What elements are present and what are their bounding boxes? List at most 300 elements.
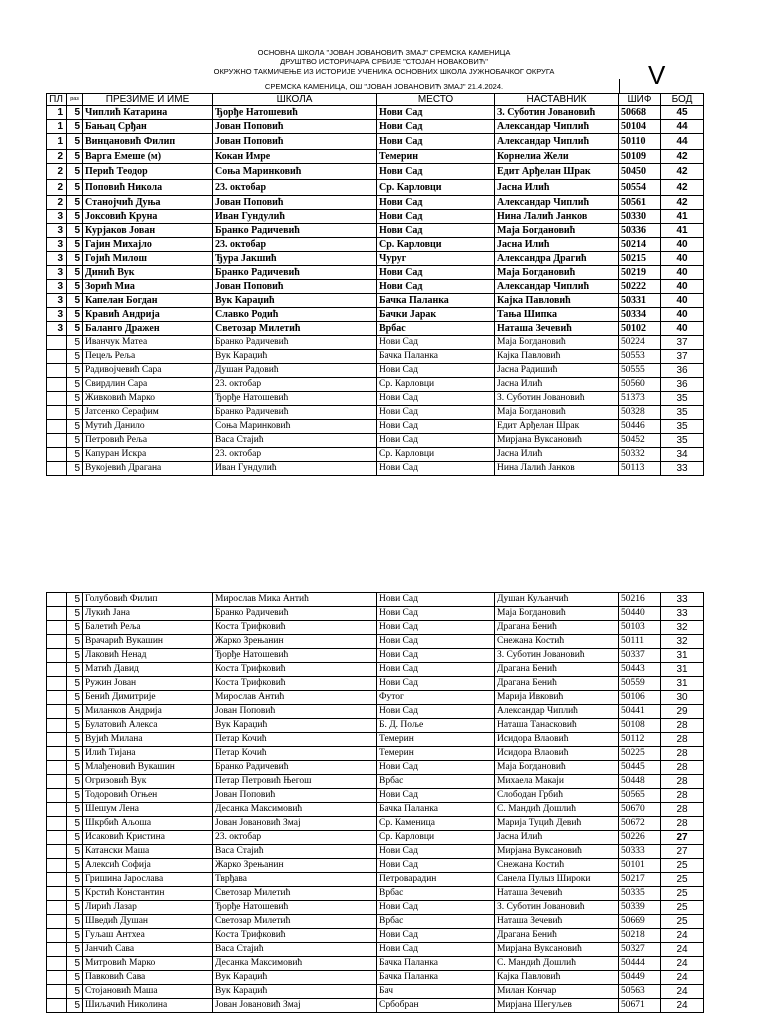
points-cell: 40 [661, 280, 704, 294]
teacher-cell: Марија Ивковић [495, 691, 619, 705]
place-cell [47, 364, 67, 378]
table-row [47, 420, 704, 434]
place-cell [47, 859, 67, 873]
grade-cell: 5 [67, 691, 83, 705]
points-cell: 24 [661, 985, 704, 999]
city-cell: Нови Сад [377, 336, 495, 350]
grade-cell: 5 [67, 420, 83, 434]
teacher-cell: Александра Драгић [495, 252, 619, 266]
school-cell: Коста Трифковић [213, 677, 377, 691]
teacher-cell: Душан Куљанчић [495, 593, 619, 607]
code-cell: 51373 [619, 392, 661, 406]
table-row [47, 252, 704, 266]
school-cell: Јован Поповић [213, 789, 377, 803]
school-cell: Ђорђе Натошевић [213, 649, 377, 663]
grade-cell: 5 [67, 224, 83, 238]
student-name-cell: Павковић Сава [83, 971, 213, 985]
student-name-cell: Катански Маша [83, 845, 213, 859]
grade-cell: 5 [67, 985, 83, 999]
table-row [47, 705, 704, 719]
points-cell: 28 [661, 719, 704, 733]
student-name-cell: Гришина Јарослава [83, 873, 213, 887]
grade-cell: 5 [67, 308, 83, 322]
table-row [47, 210, 704, 224]
school-cell: Коста Трифковић [213, 663, 377, 677]
results-table-bottom [46, 592, 704, 1013]
points-cell: 34 [661, 448, 704, 462]
city-cell: Нови Сад [377, 859, 495, 873]
teacher-cell: Јасна Илић [495, 831, 619, 845]
teacher-cell: Санела Пулыз Широки [495, 873, 619, 887]
school-cell: Соња Маринковић [213, 420, 377, 434]
grade-cell: 5 [67, 663, 83, 677]
city-cell: Бачки Јарак [377, 308, 495, 322]
school-cell: Вук Караџић [213, 971, 377, 985]
points-cell: 25 [661, 859, 704, 873]
grade-cell: 5 [67, 929, 83, 943]
table-row [47, 915, 704, 929]
points-cell: 42 [661, 196, 704, 210]
points-cell: 24 [661, 971, 704, 985]
points-cell: 37 [661, 336, 704, 350]
points-cell: 31 [661, 649, 704, 663]
points-cell: 40 [661, 294, 704, 308]
points-cell: 42 [661, 150, 704, 164]
place-cell [47, 350, 67, 364]
code-cell: 50332 [619, 448, 661, 462]
code-cell: 50101 [619, 859, 661, 873]
code-cell: 50224 [619, 336, 661, 350]
teacher-cell: Слободан Грбић [495, 789, 619, 803]
city-cell: Нови Сад [377, 761, 495, 775]
school-cell: Вук Караџић [213, 719, 377, 733]
grade-cell: 5 [67, 120, 83, 134]
teacher-cell: Драгана Бенић [495, 621, 619, 635]
grade-cell: 5 [67, 210, 83, 224]
grade-cell: 5 [67, 322, 83, 336]
city-cell: Ср. Карловци [377, 448, 495, 462]
table-row [47, 224, 704, 238]
school-cell: Бранко Радичевић [213, 607, 377, 621]
table-row [47, 462, 704, 476]
teacher-cell: Нина Лалић Јанков [495, 462, 619, 476]
code-cell: 50555 [619, 364, 661, 378]
points-cell: 31 [661, 677, 704, 691]
code-cell: 50328 [619, 406, 661, 420]
grade-cell: 5 [67, 803, 83, 817]
city-cell: Ср. Карловци [377, 378, 495, 392]
place-cell [47, 845, 67, 859]
grade-cell: 5 [67, 845, 83, 859]
teacher-cell: З. Суботин Јовановић [495, 392, 619, 406]
place-cell [47, 943, 67, 957]
code-cell: 50450 [619, 164, 661, 180]
grade-cell: 5 [67, 350, 83, 364]
code-cell: 50331 [619, 294, 661, 308]
points-cell: 28 [661, 761, 704, 775]
teacher-cell: Мирјана Вуксановић [495, 845, 619, 859]
school-cell: Соња Маринковић [213, 164, 377, 180]
city-cell: Нови Сад [377, 134, 495, 150]
points-cell: 40 [661, 252, 704, 266]
table-row [47, 294, 704, 308]
grade-cell: 5 [67, 364, 83, 378]
teacher-cell: Мирјана Шегуљев [495, 999, 619, 1013]
code-cell: 50335 [619, 887, 661, 901]
place-cell [47, 887, 67, 901]
grade-cell: 5 [67, 747, 83, 761]
code-cell: 50553 [619, 350, 661, 364]
teacher-cell: Кајка Павловић [495, 971, 619, 985]
code-cell: 50669 [619, 915, 661, 929]
place-cell [47, 649, 67, 663]
school-cell: Жарко Зрењанин [213, 859, 377, 873]
place-cell: 3 [47, 308, 67, 322]
grade-cell: 5 [67, 817, 83, 831]
place-cell [47, 448, 67, 462]
teacher-cell: Маја Богдановић [495, 607, 619, 621]
code-cell: 50111 [619, 635, 661, 649]
place-cell [47, 406, 67, 420]
table-row [47, 364, 704, 378]
table-row [47, 607, 704, 621]
city-cell: Нови Сад [377, 929, 495, 943]
table-row [47, 180, 704, 196]
place-cell: 3 [47, 322, 67, 336]
school-cell: Коста Трифковић [213, 621, 377, 635]
place-cell: 3 [47, 238, 67, 252]
city-cell: Нови Сад [377, 266, 495, 280]
code-cell: 50216 [619, 593, 661, 607]
column-header: ШИФ [619, 94, 661, 106]
grade-cell: 5 [67, 649, 83, 663]
grade-cell: 5 [67, 336, 83, 350]
points-cell: 25 [661, 901, 704, 915]
place-cell: 2 [47, 196, 67, 210]
place-cell [47, 593, 67, 607]
place-cell: 2 [47, 180, 67, 196]
table-row [47, 336, 704, 350]
school-cell: Коста Трифковић [213, 929, 377, 943]
table-row [47, 164, 704, 180]
student-name-cell: Винцановић Филип [83, 134, 213, 150]
place-cell [47, 392, 67, 406]
points-cell: 24 [661, 929, 704, 943]
student-name-cell: Чиплић Катарина [83, 106, 213, 120]
school-cell: Славко Родић [213, 308, 377, 322]
place-cell [47, 691, 67, 705]
code-cell: 50559 [619, 677, 661, 691]
points-cell: 41 [661, 224, 704, 238]
student-name-cell: Мутић Данило [83, 420, 213, 434]
table-row [47, 134, 704, 150]
city-cell: Чуруг [377, 252, 495, 266]
city-cell: Нови Сад [377, 621, 495, 635]
points-cell: 41 [661, 210, 704, 224]
code-cell: 50563 [619, 985, 661, 999]
student-name-cell: Тодоровић Огњен [83, 789, 213, 803]
table-row [47, 266, 704, 280]
place-cell [47, 462, 67, 476]
code-cell: 50333 [619, 845, 661, 859]
grade-cell: 5 [67, 761, 83, 775]
school-cell: Вук Караџић [213, 350, 377, 364]
place-cell [47, 336, 67, 350]
teacher-cell: Исидора Влаовић [495, 733, 619, 747]
place-cell [47, 635, 67, 649]
points-cell: 35 [661, 420, 704, 434]
code-cell: 50446 [619, 420, 661, 434]
points-cell: 40 [661, 322, 704, 336]
grade-cell: 5 [67, 164, 83, 180]
code-cell: 50565 [619, 789, 661, 803]
grade-cell: 5 [67, 859, 83, 873]
student-name-cell: Станојчић Дуња [83, 196, 213, 210]
school-cell: Јован Јовановић Змај [213, 999, 377, 1013]
grade-cell: 5 [67, 873, 83, 887]
city-cell: Нови Сад [377, 106, 495, 120]
table-row [47, 308, 704, 322]
place-cell [47, 420, 67, 434]
student-name-cell: Бенић Димитрије [83, 691, 213, 705]
school-cell: Вук Караџић [213, 294, 377, 308]
grade-cell: 5 [67, 448, 83, 462]
code-cell: 50449 [619, 971, 661, 985]
student-name-cell: Петровић Реља [83, 434, 213, 448]
school-cell: Душан Радовић [213, 364, 377, 378]
table-row [47, 434, 704, 448]
teacher-cell: З. Суботин Јовановић [495, 106, 619, 120]
code-cell: 50670 [619, 803, 661, 817]
place-cell: 2 [47, 164, 67, 180]
student-name-cell: Миланков Андрија [83, 705, 213, 719]
school-cell: 23. октобар [213, 448, 377, 462]
points-cell: 42 [661, 180, 704, 196]
school-cell: Бранко Радичевић [213, 266, 377, 280]
table-row [47, 322, 704, 336]
student-name-cell: Поповић Никола [83, 180, 213, 196]
points-cell: 35 [661, 434, 704, 448]
grade-cell: 5 [67, 621, 83, 635]
grade-cell: 5 [67, 238, 83, 252]
code-cell: 50103 [619, 621, 661, 635]
table-row [47, 120, 704, 134]
teacher-cell: Александар Чиплић [495, 196, 619, 210]
student-name-cell: Исаковић Кристина [83, 831, 213, 845]
grade-mark: V [648, 60, 666, 90]
teacher-cell: Кајка Павловић [495, 294, 619, 308]
student-name-cell: Лаковић Ненад [83, 649, 213, 663]
student-name-cell: Иванчук Матеа [83, 336, 213, 350]
points-cell: 35 [661, 392, 704, 406]
grade-cell: 5 [67, 593, 83, 607]
code-cell: 50334 [619, 308, 661, 322]
table-row [47, 196, 704, 210]
column-header: раз [67, 94, 83, 106]
student-name-cell: Митровић Марко [83, 957, 213, 971]
code-cell: 50214 [619, 238, 661, 252]
table-row [47, 761, 704, 775]
header-competition-line: ОКРУЖНО ТАКМИЧЕЊЕ ИЗ ИСТОРИЈЕ УЧЕНИКА ОСНОВНИХ ШКОЛА ЈУЖНОБАЧКОГ ОКРУГА [213, 67, 555, 76]
header-school-line: ОСНОВНА ШКОЛА "ЈОВАН ЈОВАНОВИЋ ЗМАЈ" СРЕМСКА КАМЕНИЦА [257, 48, 511, 57]
table-row [47, 448, 704, 462]
school-cell: Тврђава [213, 873, 377, 887]
school-cell: Бранко Радичевић [213, 406, 377, 420]
city-cell: Врбас [377, 915, 495, 929]
code-cell: 50215 [619, 252, 661, 266]
teacher-cell: Јасна Илић [495, 180, 619, 196]
city-cell: Нови Сад [377, 364, 495, 378]
teacher-cell: С. Мандић Дошлић [495, 957, 619, 971]
student-name-cell: Капелан Богдан [83, 294, 213, 308]
teacher-cell: Марија Туцић Девић [495, 817, 619, 831]
city-cell: Ср. Карловци [377, 831, 495, 845]
table-row [47, 873, 704, 887]
school-cell: Мирослав Антић [213, 691, 377, 705]
school-cell: 23. октобар [213, 831, 377, 845]
grade-cell: 5 [67, 831, 83, 845]
table-row [47, 635, 704, 649]
code-cell: 50109 [619, 150, 661, 164]
points-cell: 31 [661, 663, 704, 677]
school-cell: Светозар Милетић [213, 887, 377, 901]
points-cell: 44 [661, 120, 704, 134]
grade-cell: 5 [67, 607, 83, 621]
code-cell: 50443 [619, 663, 661, 677]
table-row [47, 593, 704, 607]
teacher-cell: Јасна Илић [495, 378, 619, 392]
code-cell: 50444 [619, 957, 661, 971]
table-row [47, 392, 704, 406]
teacher-cell: Александар Чиплић [495, 280, 619, 294]
grade-cell: 5 [67, 971, 83, 985]
points-cell: 25 [661, 887, 704, 901]
school-cell: Бранко Радичевић [213, 224, 377, 238]
table-row [47, 817, 704, 831]
points-cell: 25 [661, 873, 704, 887]
school-cell: Ђура Јакшић [213, 252, 377, 266]
school-cell: Бранко Радичевић [213, 761, 377, 775]
city-cell: Нови Сад [377, 901, 495, 915]
points-cell: 42 [661, 164, 704, 180]
city-cell: Нови Сад [377, 392, 495, 406]
city-cell: Ср. Карловци [377, 180, 495, 196]
code-cell: 50330 [619, 210, 661, 224]
code-cell: 50560 [619, 378, 661, 392]
column-header: МЕСТО [377, 94, 495, 106]
place-cell [47, 971, 67, 985]
table-row [47, 106, 704, 120]
city-cell: Нови Сад [377, 635, 495, 649]
teacher-cell: Милан Кончар [495, 985, 619, 999]
teacher-cell: Наташа Зечевић [495, 915, 619, 929]
place-cell: 1 [47, 106, 67, 120]
school-cell: Јован Поповић [213, 196, 377, 210]
student-name-cell: Пецељ Реља [83, 350, 213, 364]
city-cell: Нови Сад [377, 462, 495, 476]
code-cell: 50106 [619, 691, 661, 705]
teacher-cell: Маја Богдановић [495, 266, 619, 280]
table-row [47, 649, 704, 663]
points-cell: 24 [661, 999, 704, 1013]
table-row [47, 957, 704, 971]
code-cell: 50222 [619, 280, 661, 294]
points-cell: 27 [661, 845, 704, 859]
teacher-cell: Наташа Танасковић [495, 719, 619, 733]
student-name-cell: Капуран Искра [83, 448, 213, 462]
city-cell: Врбас [377, 775, 495, 789]
table-row [47, 803, 704, 817]
student-name-cell: Шиљачић Николина [83, 999, 213, 1013]
points-cell: 32 [661, 621, 704, 635]
student-name-cell: Кравић Андрија [83, 308, 213, 322]
place-cell: 3 [47, 280, 67, 294]
code-cell: 50561 [619, 196, 661, 210]
teacher-cell: Едит Арђелан Шрак [495, 164, 619, 180]
student-name-cell: Крстић Константин [83, 887, 213, 901]
points-cell: 40 [661, 266, 704, 280]
city-cell: Темерин [377, 733, 495, 747]
code-cell: 50336 [619, 224, 661, 238]
city-cell: Нови Сад [377, 406, 495, 420]
school-cell: Петар Кочић [213, 747, 377, 761]
teacher-cell: Тања Шипка [495, 308, 619, 322]
student-name-cell: Стојановић Маша [83, 985, 213, 999]
teacher-cell: Кајка Павловић [495, 350, 619, 364]
points-cell: 28 [661, 789, 704, 803]
grade-cell: 5 [67, 901, 83, 915]
teacher-cell: Драгана Бенић [495, 663, 619, 677]
points-cell: 25 [661, 915, 704, 929]
student-name-cell: Јоксовић Круна [83, 210, 213, 224]
grade-cell: 5 [67, 106, 83, 120]
code-cell: 50327 [619, 943, 661, 957]
school-cell: Ђорђе Натошевић [213, 392, 377, 406]
student-name-cell: Врачарић Вукашин [83, 635, 213, 649]
points-cell: 33 [661, 462, 704, 476]
city-cell: Нови Сад [377, 677, 495, 691]
city-cell: Ср. Каменица [377, 817, 495, 831]
table-row [47, 831, 704, 845]
student-name-cell: Ружин Јован [83, 677, 213, 691]
city-cell: Нови Сад [377, 663, 495, 677]
place-cell [47, 719, 67, 733]
points-cell: 40 [661, 238, 704, 252]
school-cell: Васа Стајић [213, 845, 377, 859]
student-name-cell: Јатсенко Серафим [83, 406, 213, 420]
table-row [47, 663, 704, 677]
code-cell: 50226 [619, 831, 661, 845]
teacher-cell: Едит Арђелан Шрак [495, 420, 619, 434]
place-cell [47, 621, 67, 635]
student-name-cell: Јанчић Сава [83, 943, 213, 957]
place-cell [47, 434, 67, 448]
city-cell: Нови Сад [377, 845, 495, 859]
city-cell: Нови Сад [377, 164, 495, 180]
place-cell: 3 [47, 224, 67, 238]
school-cell: Десанка Максимовић [213, 957, 377, 971]
points-cell: 33 [661, 593, 704, 607]
school-cell: Петар Петровић Његош [213, 775, 377, 789]
city-cell: Бачка Паланка [377, 957, 495, 971]
city-cell: Нови Сад [377, 210, 495, 224]
school-cell: Мирослав Мика Антић [213, 593, 377, 607]
grade-cell: 5 [67, 635, 83, 649]
student-name-cell: Млађеновић Вукашин [83, 761, 213, 775]
points-cell: 36 [661, 378, 704, 392]
grade-cell: 5 [67, 134, 83, 150]
student-name-cell: Шкрбић Аљоша [83, 817, 213, 831]
